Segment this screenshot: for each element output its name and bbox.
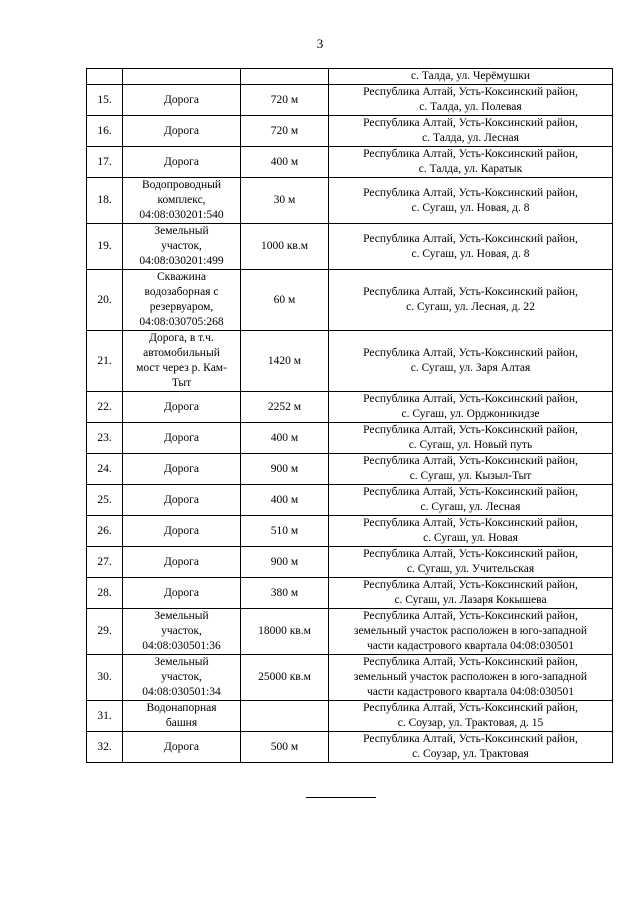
table-row: [87, 454, 613, 485]
property-name: Дорога: [123, 423, 241, 454]
table-row: [87, 609, 613, 655]
property-name: Дорога, в т.ч. автомобильный мост через р. Кам- Тыт: [123, 331, 241, 392]
property-size: 400 м: [241, 423, 329, 454]
property-name: Скважина водозаборная с резервуаром, 04:08:030705:268: [123, 270, 241, 331]
property-name: Земельный участок, 04:08:030201:499: [123, 224, 241, 270]
property-size: 30 м: [241, 178, 329, 224]
row-number: [87, 69, 123, 85]
property-name: Дорога: [123, 516, 241, 547]
table-row-continuation: [87, 69, 613, 85]
table-row: [87, 178, 613, 224]
row-number: 18.: [87, 178, 123, 224]
property-size: [241, 69, 329, 85]
property-name: Дорога: [123, 116, 241, 147]
property-size: 60 м: [241, 270, 329, 331]
property-name: Дорога: [123, 732, 241, 763]
property-address: Республика Алтай, Усть-Коксинский район, земельный участок расположен в юго-западной части кадастрового квартала 04:08:030501: [329, 609, 613, 655]
table-row: [87, 423, 613, 454]
property-name: Дорога: [123, 454, 241, 485]
property-address: Республика Алтай, Усть-Коксинский район, с. Сугаш, ул. Лазаря Кокышева: [329, 578, 613, 609]
property-name: Дорога: [123, 485, 241, 516]
property-size: 1420 м: [241, 331, 329, 392]
property-address: Республика Алтай, Усть-Коксинский район, с. Сугаш, ул. Кызыл-Тыт: [329, 454, 613, 485]
property-address: Республика Алтай, Усть-Коксинский район, с. Сугаш, ул. Новая, д. 8: [329, 178, 613, 224]
table-row: [87, 701, 613, 732]
row-number: 26.: [87, 516, 123, 547]
property-address: Республика Алтай, Усть-Коксинский район, с. Талда, ул. Каратык: [329, 147, 613, 178]
table-row: [87, 485, 613, 516]
property-address: Республика Алтай, Усть-Коксинский район, с. Талда, ул. Полевая: [329, 85, 613, 116]
table-row: [87, 270, 613, 331]
property-name: Земельный участок, 04:08:030501:34: [123, 655, 241, 701]
property-address: Республика Алтай, Усть-Коксинский район, с. Сугаш, ул. Лесная: [329, 485, 613, 516]
table-row: [87, 547, 613, 578]
property-address: Республика Алтай, Усть-Коксинский район, с. Сугаш, ул. Лесная, д. 22: [329, 270, 613, 331]
property-address: Республика Алтай, Усть-Коксинский район, с. Сугаш, ул. Заря Алтая: [329, 331, 613, 392]
property-size: 1000 кв.м: [241, 224, 329, 270]
property-name: Дорога: [123, 85, 241, 116]
row-number: 22.: [87, 392, 123, 423]
property-name: Земельный участок, 04:08:030501:36: [123, 609, 241, 655]
property-size: 2252 м: [241, 392, 329, 423]
row-number: 32.: [87, 732, 123, 763]
table-row: [87, 732, 613, 763]
table-row: [87, 392, 613, 423]
property-name: Водопроводный комплекс, 04:08:030201:540: [123, 178, 241, 224]
property-address: Республика Алтай, Усть-Коксинский район, с. Талда, ул. Лесная: [329, 116, 613, 147]
end-divider-line: [306, 797, 376, 798]
table-row: [87, 331, 613, 392]
table-row: [87, 116, 613, 147]
property-address: Республика Алтай, Усть-Коксинский район, с. Сугаш, ул. Учительская: [329, 547, 613, 578]
property-address: Республика Алтай, Усть-Коксинский район, с. Сугаш, ул. Новая, д. 8: [329, 224, 613, 270]
property-address: Республика Алтай, Усть-Коксинский район, земельный участок расположен в юго-западной части кадастрового квартала 04:08:030501: [329, 655, 613, 701]
property-name: Дорога: [123, 547, 241, 578]
property-size: 400 м: [241, 485, 329, 516]
property-address: с. Талда, ул. Черёмушки: [329, 69, 613, 85]
property-name: Дорога: [123, 578, 241, 609]
row-number: 17.: [87, 147, 123, 178]
property-name: [123, 69, 241, 85]
property-address: Республика Алтай, Усть-Коксинский район, с. Соузар, ул. Трактовая, д. 15: [329, 701, 613, 732]
row-number: 27.: [87, 547, 123, 578]
property-address: Республика Алтай, Усть-Коксинский район, с. Сугаш, ул. Новая: [329, 516, 613, 547]
property-name: Водонапорная башня: [123, 701, 241, 732]
property-size: 18000 кв.м: [241, 609, 329, 655]
property-size: [241, 701, 329, 732]
row-number: 29.: [87, 609, 123, 655]
table-row: [87, 85, 613, 116]
row-number: 15.: [87, 85, 123, 116]
table-row: [87, 147, 613, 178]
property-size: 500 м: [241, 732, 329, 763]
row-number: 23.: [87, 423, 123, 454]
table-row: [87, 655, 613, 701]
property-size: 900 м: [241, 547, 329, 578]
row-number: 24.: [87, 454, 123, 485]
row-number: 25.: [87, 485, 123, 516]
property-size: 25000 кв.м: [241, 655, 329, 701]
property-size: 380 м: [241, 578, 329, 609]
row-number: 16.: [87, 116, 123, 147]
property-size: 720 м: [241, 116, 329, 147]
page-number: 3: [316, 36, 324, 51]
property-address: Республика Алтай, Усть-Коксинский район, с. Соузар, ул. Трактовая: [329, 732, 613, 763]
property-name: Дорога: [123, 147, 241, 178]
row-number: 31.: [87, 701, 123, 732]
property-name: Дорога: [123, 392, 241, 423]
property-address: Республика Алтай, Усть-Коксинский район, с. Сугаш, ул. Орджоникидзе: [329, 392, 613, 423]
row-number: 30.: [87, 655, 123, 701]
row-number: 21.: [87, 331, 123, 392]
table-row: [87, 224, 613, 270]
property-size: 900 м: [241, 454, 329, 485]
property-table-body: [87, 69, 613, 763]
property-table: [86, 68, 613, 763]
property-size: 720 м: [241, 85, 329, 116]
property-size: 400 м: [241, 147, 329, 178]
row-number: 28.: [87, 578, 123, 609]
table-row: [87, 578, 613, 609]
row-number: 20.: [87, 270, 123, 331]
table-row: [87, 516, 613, 547]
row-number: 19.: [87, 224, 123, 270]
property-size: 510 м: [241, 516, 329, 547]
property-address: Республика Алтай, Усть-Коксинский район, с. Сугаш, ул. Новый путь: [329, 423, 613, 454]
